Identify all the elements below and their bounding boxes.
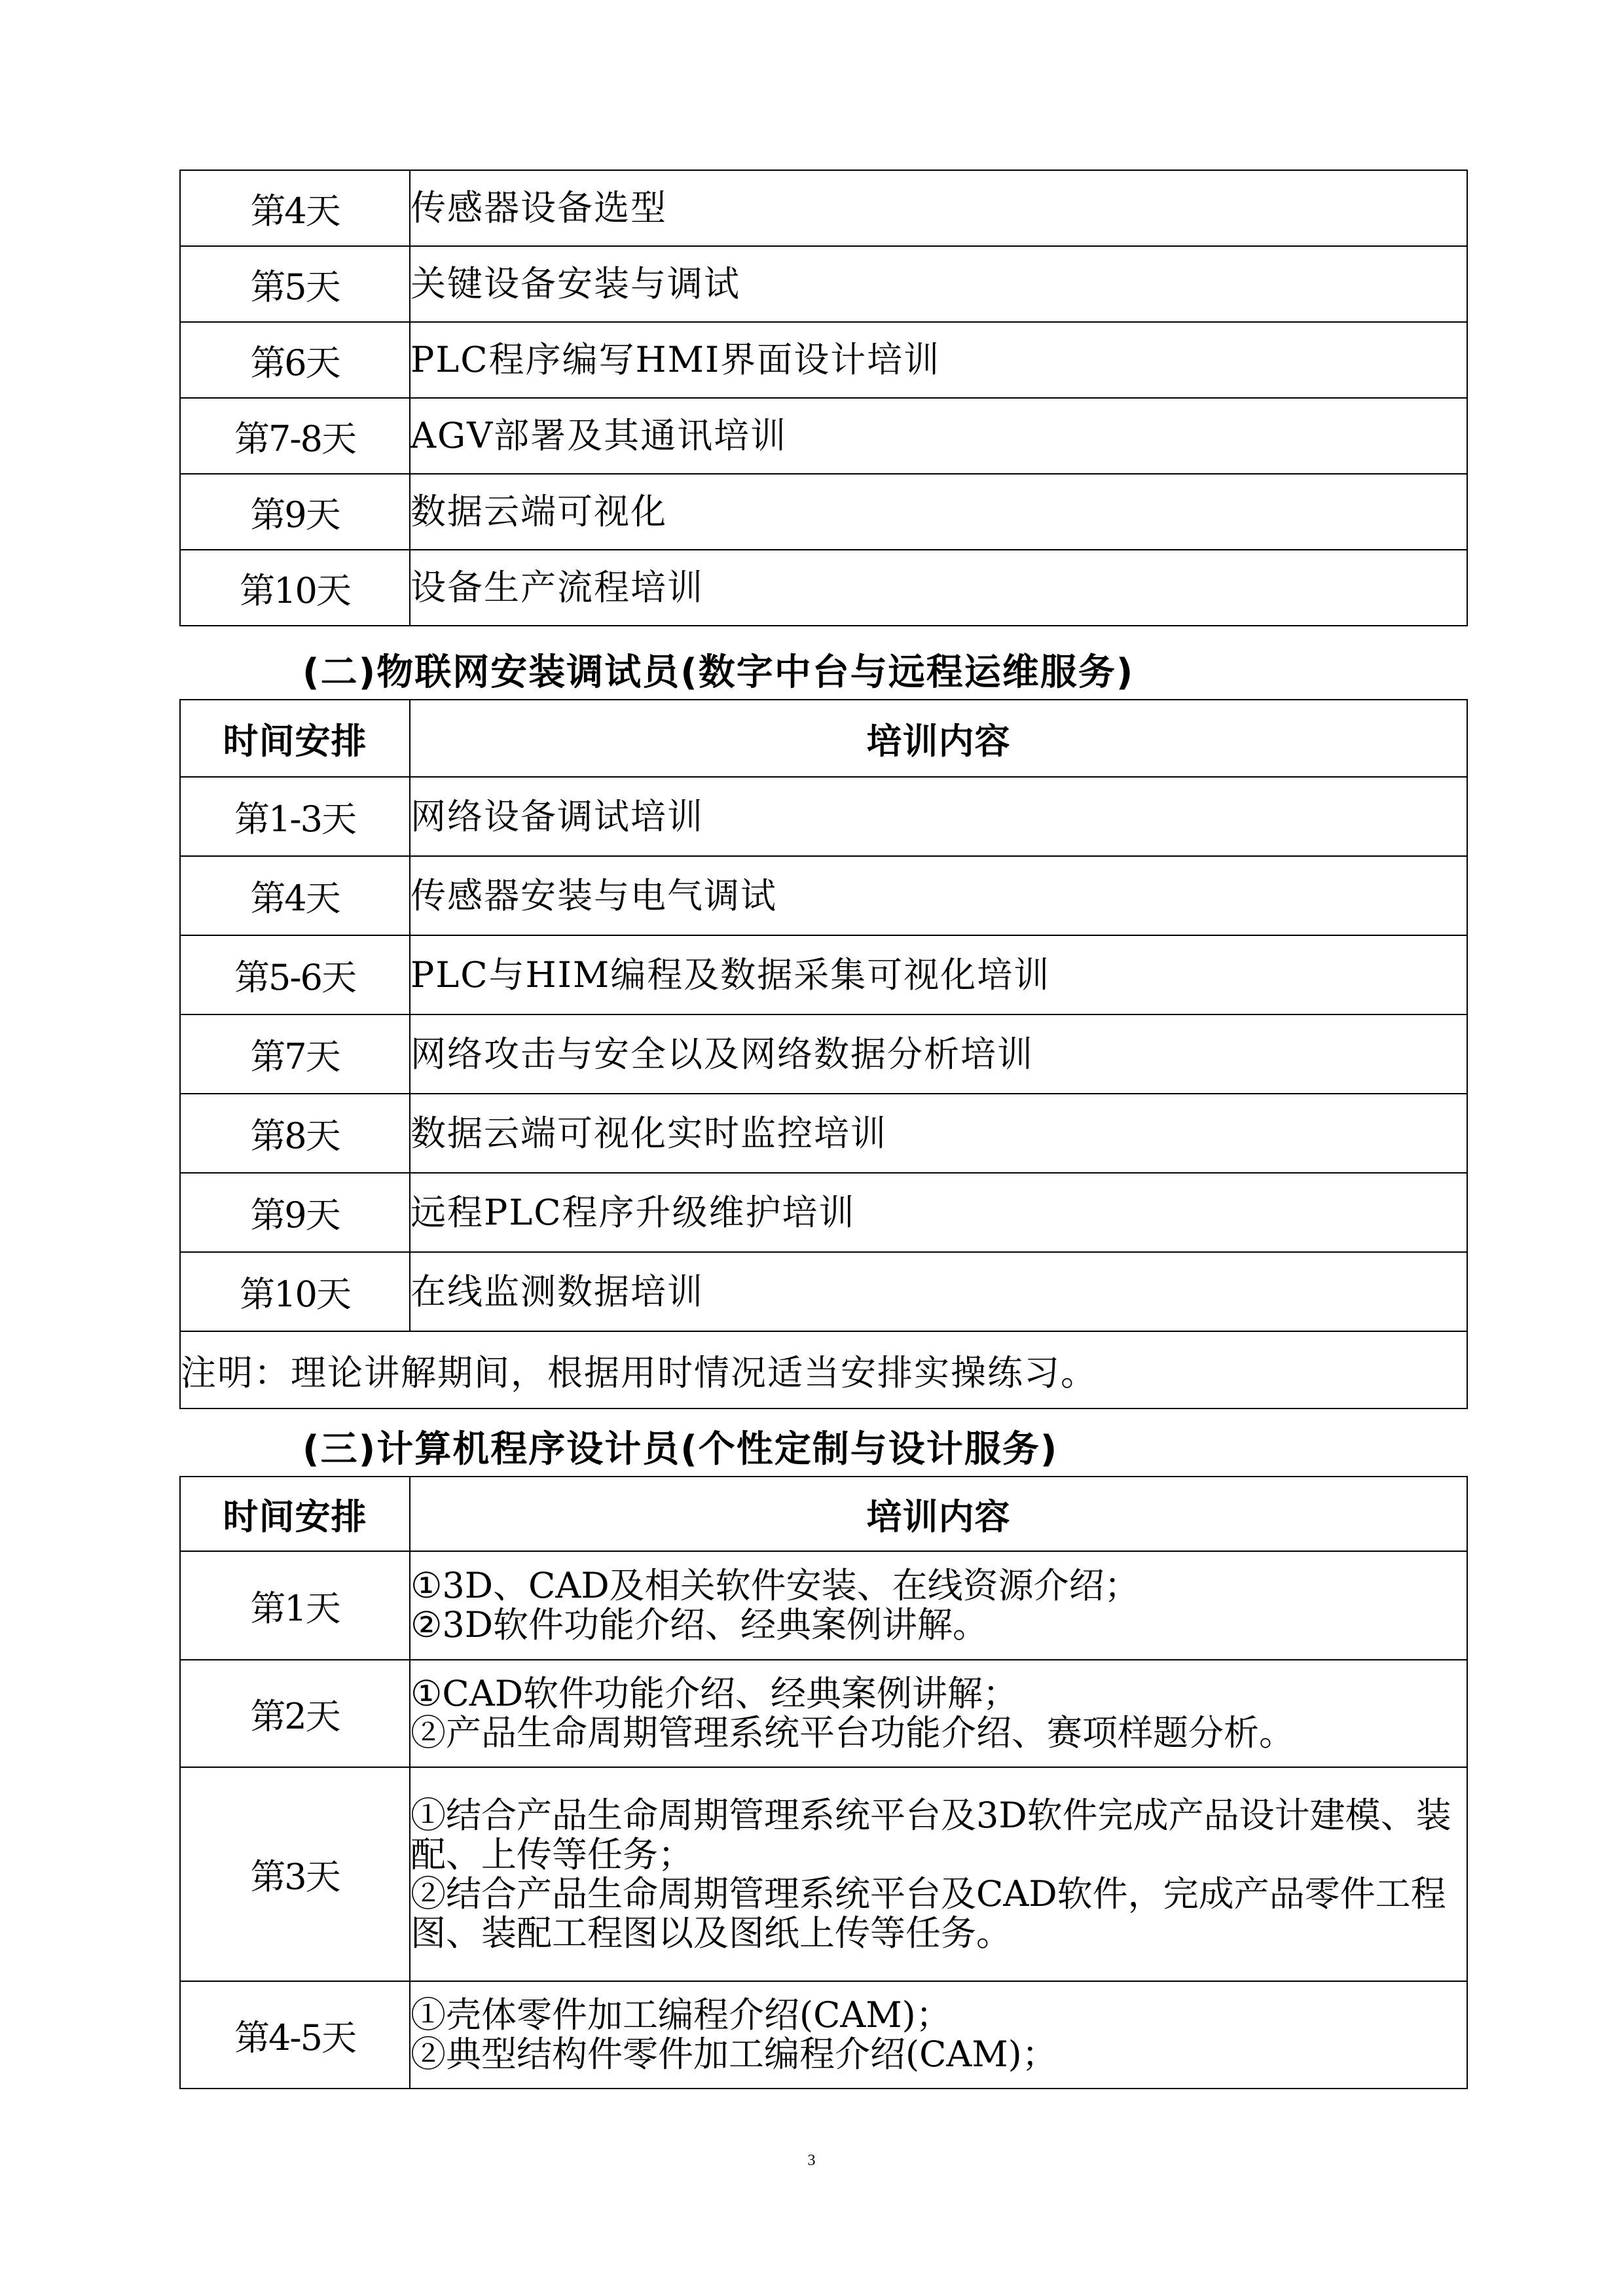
schedule-table-2 [179, 699, 1468, 1409]
table-header-row [180, 700, 1467, 777]
table-row [180, 170, 1467, 246]
table-row [180, 246, 1467, 322]
column-header-time: 时间安排 [180, 700, 410, 777]
day-cell: 第6天 [180, 322, 410, 398]
day-cell: 第4天 [180, 170, 410, 246]
table-row [180, 550, 1467, 626]
content-cell: PLC与HIM编程及数据采集可视化培训 [410, 935, 1467, 1014]
content-cell: 网络攻击与安全以及网络数据分析培训 [410, 1014, 1467, 1094]
table-row [180, 1660, 1467, 1767]
table-row [180, 1252, 1467, 1331]
table-row [180, 1014, 1467, 1094]
content-cell: AGV部署及其通讯培训 [410, 398, 1467, 474]
table-row [180, 777, 1467, 856]
table-row [180, 322, 1467, 398]
table-row [180, 1981, 1467, 2089]
day-cell: 第9天 [180, 474, 410, 550]
day-cell: 第5-6天 [180, 935, 410, 1014]
content-line: ①3D、CAD及相关软件安装、在线资源介绍； [410, 1565, 1140, 1606]
day-cell: 第1-3天 [180, 777, 410, 856]
section-title: (三)计算机程序设计员(个性定制与设计服务) [302, 1428, 1059, 1471]
content-cell: 设备生产流程培训 [410, 550, 1467, 626]
day-cell: 第4天 [180, 856, 410, 935]
table-row [180, 1767, 1467, 1981]
content-cell [410, 1660, 1467, 1767]
table-header-row [180, 1477, 1467, 1551]
content-line: ①壳体零件加工编程介绍(CAM)； [410, 1994, 951, 2036]
day-cell: 第5天 [180, 246, 410, 322]
section-title: (二)物联网安装调试员(数字中台与远程运维服务) [302, 651, 1135, 694]
content-cell [410, 1551, 1467, 1660]
content-line: ②产品生命周期管理系统平台功能介绍、赛项样题分析。 [410, 1712, 1294, 1753]
day-cell: 第1天 [180, 1551, 410, 1660]
content-cell [410, 1767, 1467, 1981]
column-header-time: 时间安排 [180, 1477, 410, 1551]
table-row [180, 1173, 1467, 1252]
column-header-content: 培训内容 [410, 1477, 1467, 1551]
content-line: ①结合产品生命周期管理系统平台及3D软件完成产品设计建模、装配、上传等任务； [410, 1794, 1451, 1875]
table-row [180, 935, 1467, 1014]
schedule-table-1 [179, 170, 1468, 626]
content-line: ①CAD软件功能介绍、经典案例讲解； [410, 1673, 1019, 1714]
day-cell: 第8天 [180, 1094, 410, 1173]
table-row [180, 1094, 1467, 1173]
content-line: ②典型结构件零件加工编程介绍(CAM)； [410, 2034, 1057, 2075]
table-row [180, 474, 1467, 550]
content-cell: 数据云端可视化实时监控培训 [410, 1094, 1467, 1173]
content-cell: 远程PLC程序升级维护培训 [410, 1173, 1467, 1252]
day-cell: 第9天 [180, 1173, 410, 1252]
content-cell: 传感器安装与电气调试 [410, 856, 1467, 935]
content-line: ②3D软件功能介绍、经典案例讲解。 [410, 1604, 989, 1645]
table-note: 注明：理论讲解期间，根据用时情况适当安排实操练习。 [180, 1331, 1467, 1408]
content-cell: 传感器设备选型 [410, 170, 1467, 246]
day-cell: 第10天 [180, 550, 410, 626]
content-cell: 关键设备安装与调试 [410, 246, 1467, 322]
content-cell: 在线监测数据培训 [410, 1252, 1467, 1331]
day-cell: 第7天 [180, 1014, 410, 1094]
day-cell: 第7-8天 [180, 398, 410, 474]
day-cell: 第3天 [180, 1767, 410, 1981]
table-row [180, 398, 1467, 474]
content-cell: 数据云端可视化 [410, 474, 1467, 550]
day-cell: 第10天 [180, 1252, 410, 1331]
content-cell: PLC程序编写HMI界面设计培训 [410, 322, 1467, 398]
content-line: ②结合产品生命周期管理系统平台及CAD软件，完成产品零件工程图、装配工程图以及图纸上传等任务。 [410, 1873, 1446, 1954]
day-cell: 第4-5天 [180, 1981, 410, 2089]
content-cell: 网络设备调试培训 [410, 777, 1467, 856]
content-cell [410, 1981, 1467, 2089]
page-number: 3 [807, 2152, 816, 2169]
column-header-content: 培训内容 [410, 700, 1467, 777]
table-row [180, 856, 1467, 935]
schedule-table-3 [179, 1476, 1468, 2089]
note-row [180, 1331, 1467, 1408]
table-row [180, 1551, 1467, 1660]
day-cell: 第2天 [180, 1660, 410, 1767]
